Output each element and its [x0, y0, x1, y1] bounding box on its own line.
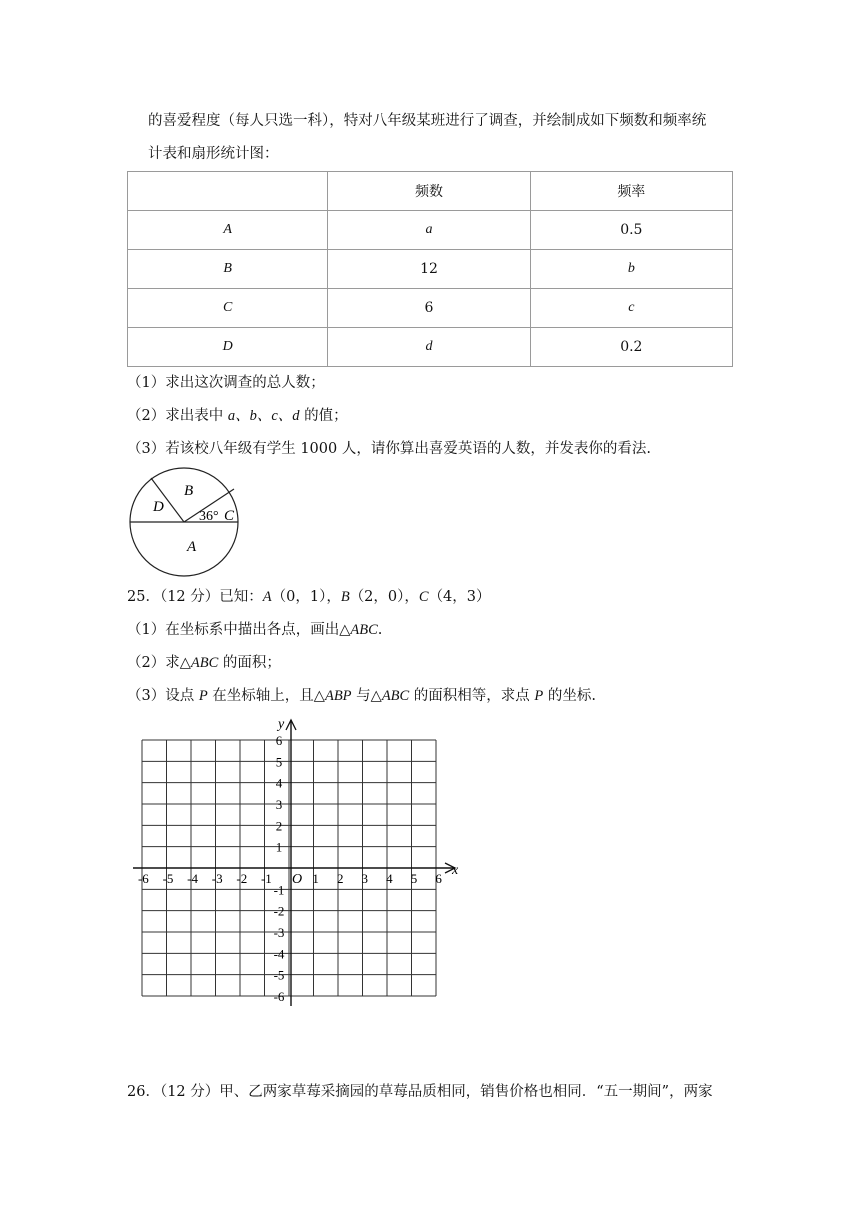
table-cell: c	[530, 289, 732, 328]
x-tick-label: 3	[361, 871, 369, 886]
table-cell: 12	[328, 250, 530, 289]
origin-label: O	[292, 872, 303, 887]
q25-sub-1-post: .	[377, 622, 383, 638]
table-header-cell: 频率	[530, 172, 732, 211]
y-tick-label: -1	[273, 882, 285, 898]
q25-point-b-coord: （2，0），	[349, 589, 419, 605]
q24-sub-2-pre: （2）求出表中	[127, 408, 228, 424]
table-cell: 0.2	[530, 328, 732, 367]
q25-sub-3-post: 的坐标.	[543, 688, 596, 704]
table-header-row	[128, 172, 733, 211]
x-tick-label: 1	[312, 871, 319, 886]
x-tick-label: -4	[187, 871, 199, 886]
x-tick-label: 5	[410, 871, 418, 886]
y-tick-label: 3	[275, 797, 283, 812]
y-tick-label: -3	[273, 925, 285, 940]
q24-sub-1: （1）求出这次调查的总人数；	[127, 375, 325, 391]
x-tick-label: -3	[211, 871, 223, 886]
q24-sub-2-vars: a、b、c、d	[227, 408, 300, 424]
q25-sub-3-pre: （3）设点	[127, 688, 199, 704]
table-row	[128, 211, 733, 250]
grid-axes	[133, 720, 455, 1006]
table-cell: b	[530, 250, 732, 289]
q25-sub-2	[127, 653, 281, 673]
table-cell: A	[128, 211, 328, 250]
q25-sub-1-pre: （1）在坐标系中描出各点，画出△	[127, 622, 351, 638]
q25-sub-3-mid3: 的面积相等，求点	[409, 688, 535, 704]
q25-sub-1-var: ABC	[350, 622, 378, 638]
q25-point-a-coord: （0，1），	[271, 589, 341, 605]
x-axis-label: x	[452, 863, 459, 878]
q25-heading-num: 25．（12 分）已知：	[127, 589, 263, 605]
q25-point-a: A	[262, 589, 272, 605]
pie-label-d: D	[153, 499, 164, 515]
q25-sub-3	[127, 686, 596, 706]
q24-sub-3: （3）若该校八年级有学生 1000 人，请你算出喜爱英语的人数，并发表你的看法.	[127, 441, 651, 457]
q26-heading: 26．（12 分）甲、乙两家草莓采摘园的草莓品质相同，销售价格也相同．“五一期间”，两家	[127, 1084, 713, 1100]
x-tick-label: -1	[260, 871, 272, 886]
x-tick-label: -2	[236, 871, 248, 886]
y-tick-label: 4	[275, 775, 283, 791]
q25-sub-2-pre: （2）求△	[127, 655, 191, 671]
pie-label-b: B	[184, 483, 194, 499]
y-tick-label: -5	[273, 967, 285, 983]
table-cell: C	[128, 289, 328, 328]
table-cell: 6	[328, 289, 530, 328]
pie-label-c: C	[224, 508, 235, 524]
table-cell: D	[128, 328, 328, 367]
y-tick-label: 5	[275, 754, 283, 770]
table-row	[128, 289, 733, 328]
pie-label-a: A	[187, 539, 197, 555]
q25-sub-1	[127, 620, 382, 640]
table-header-cell	[128, 172, 328, 211]
q25-sub-2-post: 的面积；	[218, 655, 281, 671]
frequency-table	[127, 171, 733, 367]
intro-line-2: 计表和扇形统计图：	[148, 146, 279, 162]
q25-sub-3-p2: P	[534, 688, 544, 704]
table-cell: a	[328, 211, 530, 250]
y-tick-label: -4	[273, 946, 285, 962]
table-header-cell: 频数	[328, 172, 530, 211]
x-tick-label: 4	[386, 871, 393, 886]
q25-sub-3-p: P	[198, 688, 208, 704]
table-cell: B	[128, 250, 328, 289]
q25-heading	[127, 587, 491, 607]
q25-point-b: B	[340, 589, 350, 605]
y-tick-label: -2	[273, 903, 285, 919]
y-tick-label: 1	[275, 839, 283, 855]
q25-point-c: C	[418, 589, 429, 605]
pie-angle-label: 36°	[199, 509, 219, 524]
q25-sub-3-mid2: 与△	[351, 688, 382, 704]
table-row	[128, 328, 733, 367]
table-cell: 0.5	[530, 211, 732, 250]
coordinate-grid	[125, 712, 470, 1012]
y-tick-label: 2	[275, 818, 283, 834]
q24-sub-2	[127, 406, 348, 426]
y-tick-label: 6	[275, 733, 283, 748]
q24-sub-2-post: 的值；	[299, 408, 348, 424]
pie-figure	[125, 467, 245, 579]
table-row	[128, 250, 733, 289]
intro-line-1: 的喜爱程度（每人只选一科），特对八年级某班进行了调查，并绘制成如下频数和频率统	[148, 113, 707, 129]
q25-sub-3-abp: ABP	[324, 688, 352, 704]
q25-sub-3-abc: ABC	[381, 688, 410, 704]
y-axis-label: y	[278, 717, 285, 732]
x-tick-label: -6	[137, 871, 149, 886]
grid-labels	[138, 717, 459, 1004]
y-tick-label: -6	[273, 989, 285, 1004]
q25-sub-3-mid1: 在坐标轴上，且△	[207, 688, 325, 704]
table-cell: d	[328, 328, 530, 367]
x-tick-label: 6	[435, 871, 442, 886]
x-tick-label: -5	[162, 871, 174, 886]
x-tick-label: 2	[336, 871, 344, 886]
q25-point-c-coord: （4，3）	[428, 589, 491, 605]
q25-sub-2-var: ABC	[190, 655, 219, 671]
